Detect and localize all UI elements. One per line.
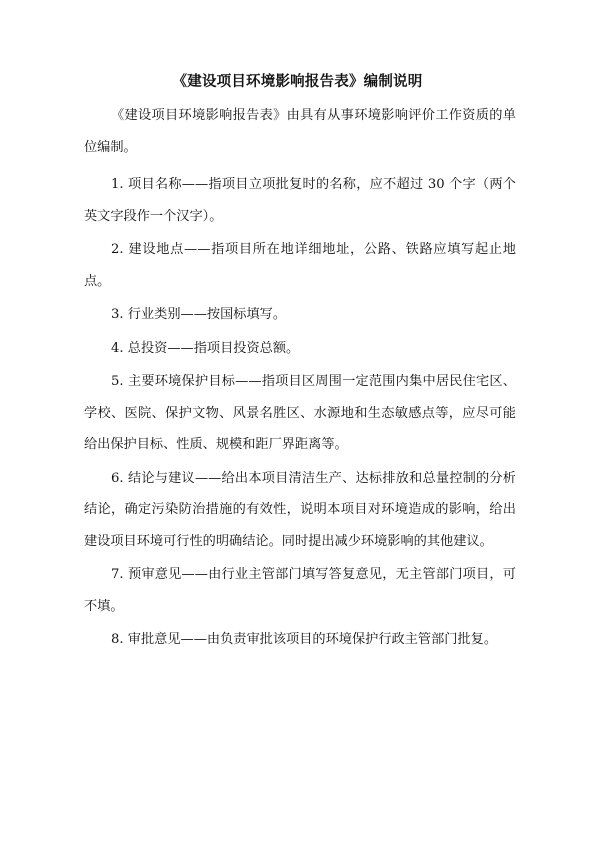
item-approval-opinion: 8. 审批意见——由负责审批该项目的环境保护行政主管部门批复。 <box>111 632 498 647</box>
item-total-investment: 4. 总投资——指项目投资总额。 <box>111 340 300 356</box>
document-title: 《建设项目环境影响报告表》编制说明 <box>172 74 423 90</box>
item-construction-site: 2. 建设地点——指项目所在地详细地址，公路、铁路应填写起止地点。 <box>84 242 516 289</box>
item-protection-targets: 5. 主要环境保护目标——指项目区周围一定范围内集中居民住宅区、学校、医院、保护文物、风景名胜区、水源地和生态敏感点等，应尽可能给出保护目标、性质、规模和距厂界距离等。 <box>84 374 516 452</box>
item-project-name: 1. 项目名称——指项目立项批复时的名称，应不超过 30 个字（两个英文字段作一个汉字）。 <box>84 177 516 224</box>
document-body <box>84 100 516 658</box>
item-conclusions: 6. 结论与建议——给出本项目清洁生产、达标排放和总量控制的分析结论，确定污染防治措施的有效性，说明本项目对环境造成的影响，给出建设项目环境可行性的明确结论。同时提出减少环境影响的其他建议。 <box>84 470 516 549</box>
intro-paragraph: 《建设项目环境影响报告表》由具有从事环境影响评价工作资质的单位编制。 <box>84 108 516 155</box>
item-preliminary-review: 7. 预审意见——由行业主管部门填写答复意见，无主管部门项目，可不填。 <box>84 567 516 614</box>
item-industry-category: 3. 行业类别——按国标填写。 <box>111 307 287 322</box>
